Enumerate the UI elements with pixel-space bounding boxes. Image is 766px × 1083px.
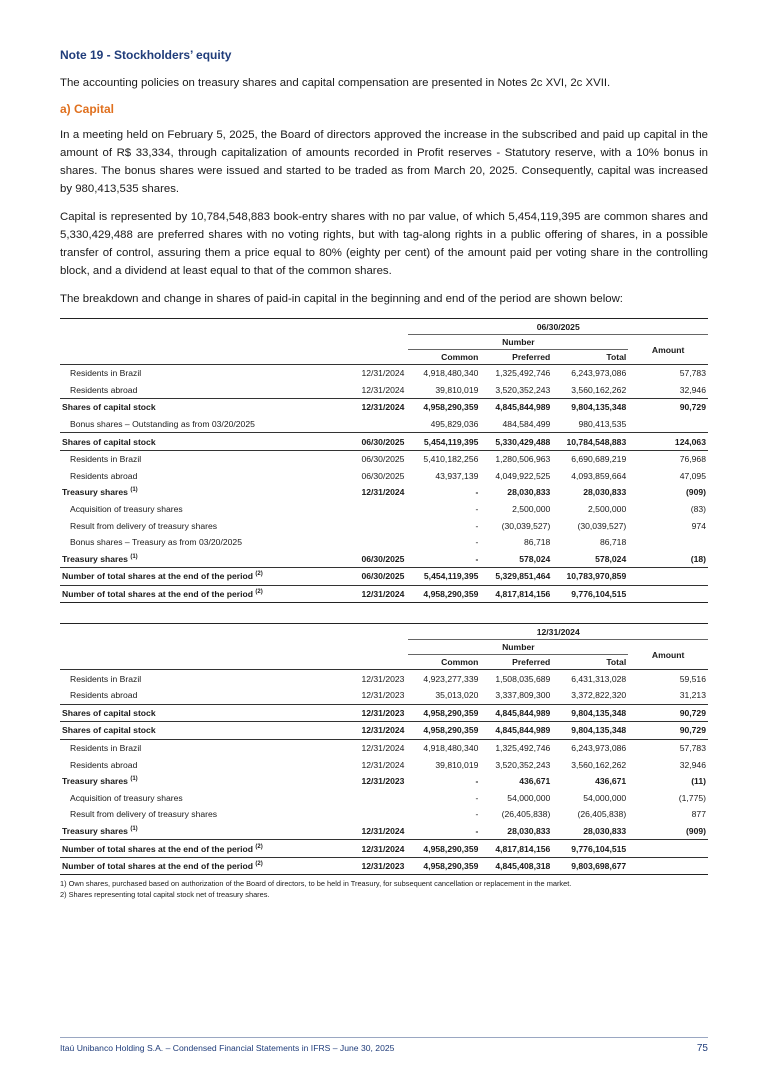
common-shares-cell: 5,454,119,395 (408, 433, 480, 451)
row-date (359, 806, 408, 823)
table-row (60, 468, 708, 485)
footnote-marker: (2) (255, 843, 263, 850)
row-label (60, 416, 359, 433)
footnote-2: 2) Shares representing total capital stock net of treasury shares. (60, 890, 270, 900)
preferred-shares-cell: 3,520,352,243 (495, 759, 551, 770)
common-shares-cell: 39,810,019 (435, 759, 479, 770)
row-label (60, 789, 359, 806)
preferred-header: Preferred (480, 655, 552, 670)
table-row (60, 365, 708, 382)
row-label-text: Number of total shares at the end of the period (62, 861, 253, 872)
note-title: Note 19 - Stockholders’ equity (60, 48, 232, 62)
row-label (60, 468, 359, 485)
row-date (359, 517, 408, 534)
breakdown-intro-paragraph: The breakdown and change in shares of paid-in capital in the beginning and end of the period are shown below: (60, 293, 623, 305)
table-row (60, 840, 708, 858)
total-shares-cell: (26,405,838) (577, 809, 627, 820)
amount-cell: 32,946 (679, 759, 706, 770)
row-label-text: Shares of capital stock (62, 725, 156, 736)
preferred-shares-cell: (26,405,838) (501, 809, 551, 820)
row-label (60, 484, 359, 501)
preferred-shares-cell: 1,325,492,746 (480, 739, 552, 756)
row-label (60, 568, 359, 586)
row-label-text: Residents abroad (70, 470, 138, 481)
preferred-shares-cell: 3,520,352,243 (495, 384, 551, 395)
amount-cell: (83) (690, 504, 706, 515)
header-blank (60, 655, 408, 670)
total-shares-cell: 6,243,973,086 (552, 739, 628, 756)
row-label (60, 739, 359, 756)
preferred-shares-cell: (30,039,527) (501, 520, 551, 531)
row-label-text: Shares of capital stock (62, 402, 156, 413)
row-label-text: Residents abroad (70, 384, 138, 395)
table-row (60, 823, 708, 840)
row-label (60, 773, 359, 790)
row-date: 06/30/2025 (361, 553, 405, 564)
row-label-text: Residents in Brazil (70, 673, 142, 684)
common-shares-cell: 4,958,290,359 (408, 704, 480, 722)
row-label-text: Treasury shares (62, 776, 128, 787)
table-row (60, 568, 708, 586)
common-shares-cell: 5,454,119,395 (408, 568, 480, 586)
row-label-text: Bonus shares – Treasury as from 03/20/2025 (70, 537, 242, 548)
table-row (60, 450, 708, 467)
table-body (60, 365, 708, 603)
common-shares-cell: 4,958,290,359 (408, 857, 480, 875)
common-shares-cell: 35,013,020 (435, 690, 479, 701)
header-blank (60, 624, 408, 640)
table-row (60, 789, 708, 806)
amount-header: Amount (628, 640, 708, 670)
total-shares-cell: 6,690,689,219 (552, 450, 628, 467)
total-shares-cell: 4,093,859,664 (571, 470, 627, 481)
row-label-text: Result from delivery of treasury shares (70, 520, 218, 531)
amount-cell: 47,095 (679, 470, 706, 481)
table-row (60, 534, 708, 551)
preferred-shares-cell: 436,671 (519, 776, 551, 787)
row-label (60, 806, 359, 823)
table-row (60, 399, 708, 416)
preferred-shares-cell: 4,845,844,989 (480, 399, 552, 416)
table-row (60, 773, 708, 790)
amount-cell: (11) (691, 776, 706, 787)
table-row (60, 857, 708, 875)
table-row (60, 501, 708, 518)
common-shares-cell: - (475, 487, 479, 498)
row-label-text: Residents abroad (70, 759, 138, 770)
common-shares-cell: - (475, 776, 479, 787)
amount-cell (628, 534, 708, 551)
total-shares-cell: 3,560,162,262 (571, 759, 627, 770)
row-date: 06/30/2025 (359, 433, 408, 451)
number-group-header: Number (408, 335, 628, 350)
common-header: Common (408, 350, 480, 365)
row-date: 12/31/2024 (359, 399, 408, 416)
table-row (60, 806, 708, 823)
preferred-shares-cell: 4,845,408,318 (480, 857, 552, 875)
shares-table-2024 (60, 623, 708, 875)
row-date: 12/31/2023 (359, 704, 408, 722)
common-shares-cell: 4,923,277,339 (423, 673, 479, 684)
row-label (60, 501, 359, 518)
row-date: 12/31/2024 (361, 384, 405, 395)
row-label (60, 450, 359, 467)
total-shares-cell: 28,030,833 (583, 825, 627, 836)
amount-cell: 76,968 (628, 450, 708, 467)
row-label (60, 534, 359, 551)
table-body (60, 670, 708, 875)
row-date: 12/31/2024 (361, 487, 405, 498)
amount-cell (628, 416, 708, 433)
amount-header: Amount (628, 335, 708, 365)
page-footer (60, 1037, 708, 1054)
header-blank (60, 335, 408, 350)
footnote-1: 1) Own shares, purchased based on authorization of the Board of directors, to be held in Treasury, for subsequent cancellation or replacement in the market. (60, 879, 572, 889)
row-date: 12/31/2023 (361, 690, 405, 701)
amount-cell: 877 (691, 809, 706, 820)
amount-cell: 90,729 (628, 704, 708, 722)
row-label (60, 433, 359, 451)
period-header: 12/31/2024 (408, 624, 708, 640)
preferred-shares-cell: 54,000,000 (507, 792, 551, 803)
table-row (60, 670, 708, 687)
preferred-shares-cell: 1,508,035,689 (495, 673, 551, 684)
total-shares-cell: 3,372,822,320 (571, 690, 627, 701)
total-shares-cell: 6,243,973,086 (571, 368, 627, 379)
row-label-text: Residents in Brazil (70, 368, 142, 379)
amount-cell: 31,213 (679, 690, 706, 701)
row-label (60, 399, 359, 416)
row-label-text: Number of total shares at the end of the period (62, 589, 253, 600)
page-number: 75 (696, 1043, 708, 1054)
table-row (60, 551, 708, 568)
total-shares-cell: 9,776,104,515 (552, 585, 628, 603)
footnote-marker: (1) (130, 826, 138, 833)
total-shares-cell: 2,500,000 (588, 504, 627, 515)
row-label (60, 551, 359, 568)
row-label (60, 687, 359, 704)
row-date: 12/31/2024 (359, 722, 408, 740)
footnote-marker: (2) (255, 571, 263, 578)
amount-cell (628, 585, 708, 603)
row-date: 06/30/2025 (361, 470, 405, 481)
preferred-shares-cell: 484,584,499 (502, 419, 551, 430)
table-row (60, 517, 708, 534)
capital-composition-paragraph: Capital is represented by 10,784,548,883 book-entry shares with no par value, of which 5,454,119,395 are common shares and 5,330,429,488 are preferred shares with no voting rights, but with tag-along rights in a public offering of shares, in a possible transfer of control, assuring them a price equal to 80% (eighty per cent) of the amount paid per voting share in the controlling block, and a dividend at least equal to that of the common shares. (60, 211, 708, 277)
common-shares-cell: - (475, 520, 479, 531)
header-blank (60, 319, 408, 335)
intro-paragraph: The accounting policies on treasury shares and capital compensation are presented in Notes 2c XVI, 2c XVII. (60, 77, 611, 89)
row-label-text: Acquisition of treasury shares (70, 504, 183, 515)
preferred-shares-cell: 5,330,429,488 (480, 433, 552, 451)
row-label (60, 840, 359, 858)
common-shares-cell: 4,958,290,359 (408, 585, 480, 603)
row-date (359, 501, 408, 518)
total-shares-cell: 86,718 (599, 537, 627, 548)
total-shares-cell: 578,024 (595, 553, 627, 564)
document-page (60, 48, 708, 900)
amount-cell: (1,775) (678, 792, 706, 803)
row-date: 12/31/2024 (359, 585, 408, 603)
preferred-shares-cell: 1,325,492,746 (495, 368, 551, 379)
row-date: 12/31/2023 (361, 673, 405, 684)
total-shares-cell: 6,431,313,028 (571, 673, 627, 684)
footnote-marker: (1) (130, 776, 138, 783)
common-shares-cell: - (475, 537, 479, 548)
amount-cell (628, 857, 708, 875)
preferred-shares-cell: 578,024 (519, 553, 551, 564)
amount-cell: (18) (690, 553, 706, 564)
header-blank (60, 350, 408, 365)
row-label (60, 704, 359, 722)
row-label-text: Residents in Brazil (70, 742, 142, 753)
total-header: Total (552, 655, 628, 670)
total-shares-cell: (30,039,527) (577, 520, 627, 531)
row-label (60, 823, 359, 840)
footnote-marker: (2) (255, 861, 263, 868)
total-shares-cell: 9,804,135,348 (552, 722, 628, 740)
table-row (60, 687, 708, 704)
table-row (60, 585, 708, 603)
row-date: 06/30/2025 (359, 450, 408, 467)
row-label-text: Number of total shares at the end of the period (62, 843, 253, 854)
common-header: Common (408, 655, 480, 670)
common-shares-cell: 4,918,480,340 (408, 739, 480, 756)
common-shares-cell: 4,958,290,359 (408, 722, 480, 740)
number-group-header: Number (408, 640, 628, 655)
common-shares-cell: - (475, 504, 479, 515)
preferred-shares-cell: 4,845,844,989 (480, 704, 552, 722)
row-date (359, 416, 408, 433)
common-shares-cell: - (475, 809, 479, 820)
row-label (60, 722, 359, 740)
amount-cell: 90,729 (628, 399, 708, 416)
amount-cell: 974 (691, 520, 706, 531)
preferred-shares-cell: 3,337,809,300 (495, 690, 551, 701)
row-label-text: Bonus shares – Outstanding as from 03/20/2025 (70, 419, 255, 430)
row-label (60, 517, 359, 534)
row-label-text: Number of total shares at the end of the period (62, 571, 253, 582)
row-label-text: Residents abroad (70, 690, 138, 701)
preferred-shares-cell: 4,817,814,156 (480, 840, 552, 858)
total-shares-cell: 9,803,698,677 (552, 857, 628, 875)
footer-document-title: Itaú Unibanco Holding S.A. – Condensed Financial Statements in IFRS – June 30, 2025 (60, 1043, 395, 1053)
row-date: 12/31/2024 (361, 368, 405, 379)
preferred-shares-cell: 28,030,833 (507, 825, 551, 836)
period-header: 06/30/2025 (408, 319, 708, 335)
row-label (60, 756, 359, 773)
row-date: 12/31/2024 (359, 840, 408, 858)
table-row (60, 739, 708, 756)
amount-cell (628, 840, 708, 858)
common-shares-cell: 4,958,290,359 (408, 399, 480, 416)
total-shares-cell: 28,030,833 (583, 487, 627, 498)
preferred-shares-cell: 4,817,814,156 (480, 585, 552, 603)
total-shares-cell: 9,804,135,348 (552, 704, 628, 722)
common-shares-cell: 43,937,139 (435, 470, 479, 481)
row-label (60, 365, 359, 382)
preferred-shares-cell: 2,500,000 (512, 504, 551, 515)
footnotes (60, 878, 708, 900)
footnote-marker: (2) (255, 589, 263, 596)
footnote-marker: (1) (130, 487, 138, 494)
amount-cell: 90,729 (628, 722, 708, 740)
row-label-text: Shares of capital stock (62, 436, 156, 447)
preferred-shares-cell: 5,329,851,464 (480, 568, 552, 586)
preferred-shares-cell: 4,845,844,989 (480, 722, 552, 740)
common-shares-cell: 39,810,019 (435, 384, 479, 395)
table-row (60, 756, 708, 773)
header-blank (60, 640, 408, 655)
table-row (60, 416, 708, 433)
shares-table-2025 (60, 318, 708, 603)
row-label-text: Treasury shares (62, 825, 128, 836)
section-a-title: a) Capital (60, 102, 115, 116)
common-shares-cell: - (475, 825, 479, 836)
preferred-shares-cell: 28,030,833 (507, 487, 551, 498)
amount-cell: 32,946 (679, 384, 706, 395)
amount-cell: 59,516 (679, 673, 706, 684)
row-label (60, 670, 359, 687)
row-label-text: Result from delivery of treasury shares (70, 809, 218, 820)
row-label (60, 382, 359, 399)
amount-cell: (909) (685, 825, 706, 836)
row-date: 12/31/2024 (359, 739, 408, 756)
footnote-marker: (1) (130, 553, 138, 560)
common-shares-cell: - (475, 553, 479, 564)
row-label-text: Acquisition of treasury shares (70, 792, 183, 803)
total-shares-cell: 436,671 (595, 776, 627, 787)
row-date (359, 534, 408, 551)
table-row (60, 484, 708, 501)
total-shares-cell: 10,783,970,859 (552, 568, 628, 586)
total-shares-cell: 10,784,548,883 (552, 433, 628, 451)
common-shares-cell: 5,410,182,256 (408, 450, 480, 467)
table-row (60, 722, 708, 740)
common-shares-cell: 4,918,480,340 (423, 368, 479, 379)
row-date: 12/31/2023 (361, 776, 405, 787)
preferred-shares-cell: 1,280,506,963 (480, 450, 552, 467)
row-date: 12/31/2023 (359, 857, 408, 875)
table-row (60, 704, 708, 722)
row-label (60, 857, 359, 875)
common-shares-cell: 4,958,290,359 (408, 840, 480, 858)
row-date: 12/31/2024 (361, 825, 405, 836)
total-shares-cell: 3,560,162,262 (571, 384, 627, 395)
common-shares-cell: - (475, 792, 479, 803)
table-row (60, 433, 708, 451)
row-label-text: Shares of capital stock (62, 707, 156, 718)
total-shares-cell: 9,776,104,515 (552, 840, 628, 858)
row-date: 12/31/2024 (361, 759, 405, 770)
amount-cell: 57,783 (628, 739, 708, 756)
total-shares-cell: 9,804,135,348 (552, 399, 628, 416)
total-header: Total (552, 350, 628, 365)
capital-increase-paragraph: In a meeting held on February 5, 2025, the Board of directors approved the increase in the subscribed and paid up capital in the amount of R$ 33,334, through capitalization of amounts recorded in Profit reserves - Statutory reserve, with a 10% bonus in shares. The bonus shares were issued and started to be traded as from March 20, 2025. Consequently, capital was increased by 980,413,535 shares. (60, 129, 708, 195)
amount-cell: 57,783 (679, 368, 706, 379)
row-label-text: Treasury shares (62, 553, 128, 564)
amount-cell (628, 568, 708, 586)
row-label-text: Residents in Brazil (70, 454, 142, 465)
table-row (60, 382, 708, 399)
row-label-text: Treasury shares (62, 487, 128, 498)
common-shares-cell: 495,829,036 (430, 419, 479, 430)
preferred-shares-cell: 86,718 (524, 537, 551, 548)
total-shares-cell: 980,413,535 (578, 419, 627, 430)
row-label (60, 585, 359, 603)
preferred-header: Preferred (480, 350, 552, 365)
preferred-shares-cell: 4,049,922,525 (495, 470, 551, 481)
amount-cell: (909) (685, 487, 706, 498)
row-date: 06/30/2025 (359, 568, 408, 586)
row-date (359, 789, 408, 806)
amount-cell: 124,063 (628, 433, 708, 451)
total-shares-cell: 54,000,000 (583, 792, 627, 803)
